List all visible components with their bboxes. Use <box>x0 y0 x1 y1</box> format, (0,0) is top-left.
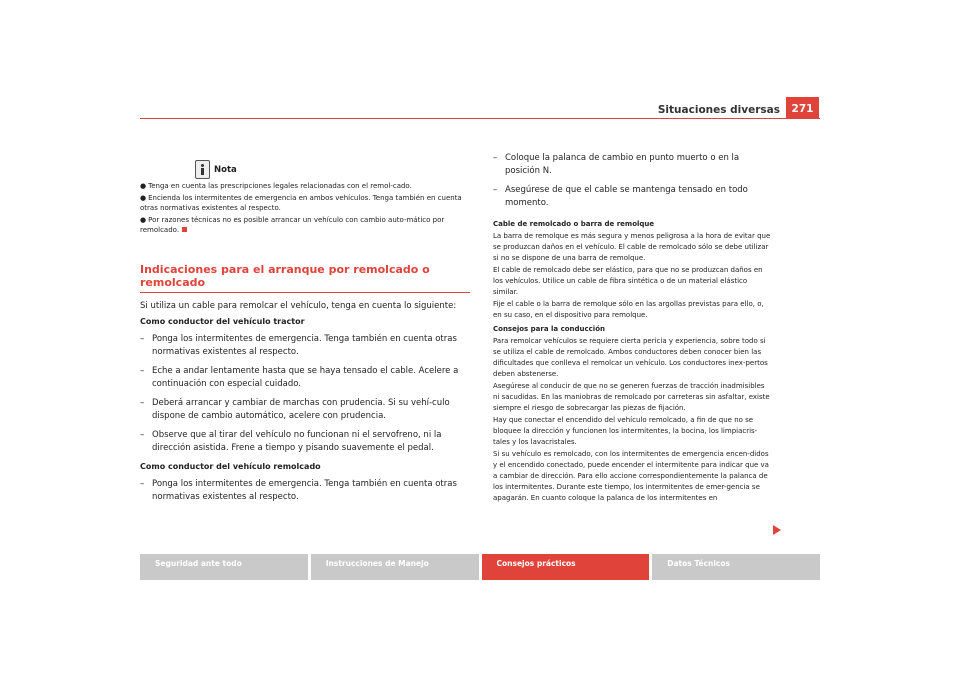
list-item: – Ponga los intermitentes de emergencia. Tenga también en cuenta otras normativas existentes al respecto. <box>140 334 457 357</box>
right-column <box>493 152 773 504</box>
footer-nav <box>140 554 820 580</box>
cable-heading: Cable de remolcado o barra de remolque <box>493 220 655 228</box>
paragraph: Fije el cable o la barra de remolque sólo en las argollas previstas para ello, o, en su caso, en el dispositivo para remolque. <box>493 300 764 319</box>
left-column <box>140 160 470 503</box>
paragraph: Asegúrese al conducir de que no se generen fuerzas de tracción inadmisibles ni sacudidas. En las maniobras de remolcado por carreteras sin asfaltar, existe siempre el riesgo de sobrecargar las piezas de fijación. <box>493 382 770 412</box>
note-label: Nota <box>214 164 237 175</box>
paragraph: Si su vehículo es remolcado, con los intermitentes de emergencia encen-didos y el encendido conectado, puede encender el intermitente para indicar que va a cambiar de dirección. Para ello accione correspondientemente la palanca de los intermitentes. Durante este tiempo, los intermitentes de emer-gencia se apagarán. En cuanto coloque la palanca de los intermitentes en <box>493 450 769 502</box>
list-item: – Deberá arrancar y cambiar de marchas con prudencia. Si su vehí-culo dispone de cambio automático, acelere con prudencia. <box>140 398 450 421</box>
tab-seguridad[interactable]: Seguridad ante todo <box>140 554 308 580</box>
tab-instrucciones[interactable]: Instrucciones de Manejo <box>311 554 479 580</box>
towed-heading: Como conductor del vehículo remolcado <box>140 462 321 471</box>
paragraph: La barra de remolque es más segura y menos peligrosa a la hora de evitar que se produzcan daños en el vehículo. El cable de remolcado sólo se debe utilizar si no se dispone de una barra de remolque. <box>493 232 771 262</box>
note-item: ● Tenga en cuenta las prescripciones legales relacionadas con el remol-cado. <box>140 182 412 190</box>
header-divider <box>140 118 820 119</box>
page-number: 271 <box>786 97 819 118</box>
note-item: ● Por razones técnicas no es posible arrancar un vehículo con cambio auto-mático por remolcado. <box>140 215 445 234</box>
tractor-heading: Como conductor del vehículo tractor <box>140 317 305 326</box>
paragraph: Hay que conectar el encendido del vehículo remolcado, a fin de que no se bloquee la dirección y funcionen los intermitentes, la bocina, los limpiacris-tales y los lavacristales. <box>493 416 758 446</box>
info-note-icon <box>195 160 210 179</box>
page-header-title: Situaciones diversas <box>657 104 780 116</box>
tab-consejos[interactable]: Consejos prácticos <box>482 554 650 580</box>
list-item: – Coloque la palanca de cambio en punto muerto o en la posición N. <box>493 153 740 176</box>
continue-arrow-icon <box>773 525 781 535</box>
list-item: – Observe que al tirar del vehículo no funcionan ni el servofreno, ni la dirección asistida. Frene a tiempo y pisando suavemente el pedal. <box>140 430 442 453</box>
section-title: Indicaciones para el arranque por remolcado o remolcado <box>140 263 470 293</box>
note-item: ● Encienda los intermitentes de emergencia en ambos vehículos. Tenga también en cuenta otras normativas existentes al respecto. <box>140 193 462 212</box>
list-item: – Ponga los intermitentes de emergencia. Tenga también en cuenta otras normativas existentes al respecto. <box>140 479 457 502</box>
driving-heading: Consejos para la conducción <box>493 325 605 333</box>
tab-datos[interactable]: Datos Técnicos <box>652 554 820 580</box>
list-item: – Asegúrese de que el cable se mantenga tensado en todo momento. <box>493 185 748 208</box>
paragraph: El cable de remolcado debe ser elástico, para que no se produzcan daños en los vehículos. Utilice un cable de fibra sintética o de un material elástico similar. <box>493 266 763 296</box>
paragraph: Para remolcar vehículos se requiere cierta pericia y experiencia, sobre todo si se utiliza el cable de remolcado. Ambos conductores deben conocer bien las dificultades que conlleva el remolcar un vehículo. Los conductores inex-pertos deben abstenerse. <box>493 337 768 378</box>
end-marker-icon <box>182 227 187 232</box>
note-header <box>195 160 470 179</box>
section-intro: Si utiliza un cable para remolcar el vehículo, tenga en cuenta lo siguiente: <box>140 300 457 311</box>
list-item: – Eche a andar lentamente hasta que se haya tensado el cable. Acelere a continuación con especial cuidado. <box>140 366 459 389</box>
